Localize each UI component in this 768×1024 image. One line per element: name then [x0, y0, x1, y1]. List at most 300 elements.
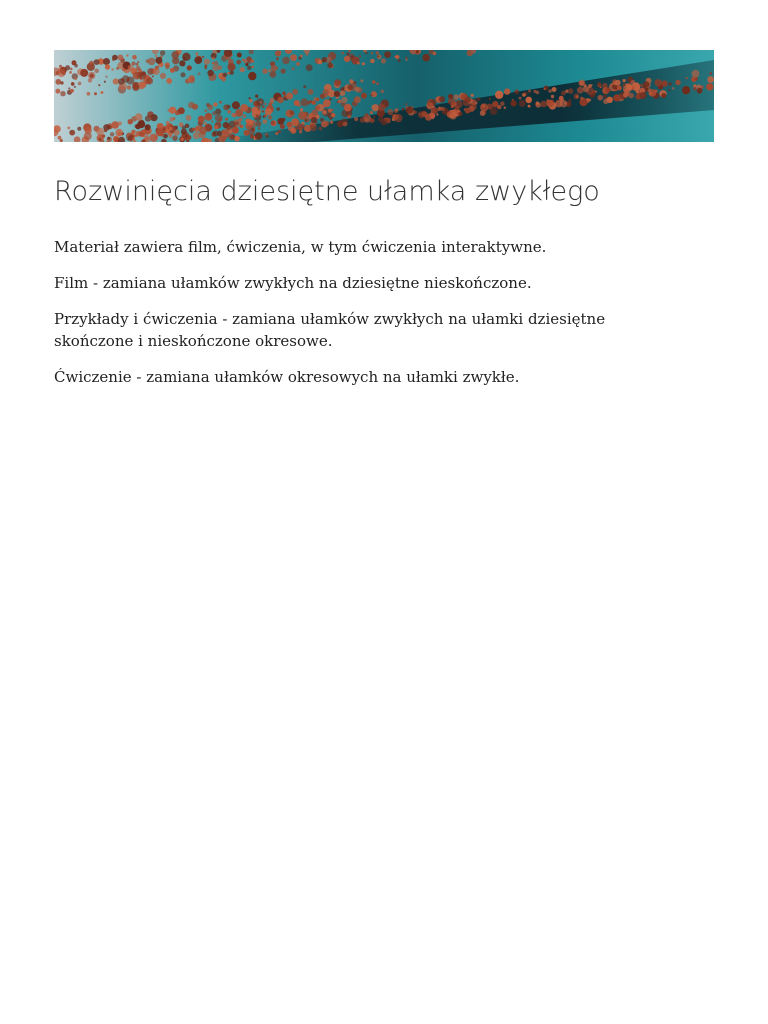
fractal-blob	[433, 52, 437, 56]
fractal-blob	[357, 62, 360, 65]
fractal-blob	[300, 55, 303, 58]
fractal-blob	[536, 101, 539, 104]
fractal-blob	[138, 71, 146, 79]
fractal-blob	[240, 125, 243, 128]
fractal-blob	[212, 64, 219, 71]
fractal-blob	[312, 100, 316, 104]
fractal-blob	[675, 80, 680, 85]
fractal-blob	[250, 135, 254, 139]
fractal-blob	[135, 134, 138, 137]
fractal-blob	[583, 86, 589, 92]
fractal-blob	[195, 130, 197, 132]
fractal-blob	[334, 91, 340, 97]
fractal-blob	[405, 57, 408, 60]
fractal-blob	[320, 94, 325, 99]
fractal-blob	[60, 81, 63, 84]
fractal-blob	[251, 66, 254, 69]
fractal-blob	[131, 61, 135, 65]
fractal-blob	[646, 88, 649, 91]
fractal-blob	[233, 114, 237, 118]
fractal-blob	[240, 67, 245, 72]
fractal-blob	[204, 59, 210, 65]
fractal-blob	[303, 85, 306, 88]
page-title: Rozwinięcia dziesiętne ułamka zwykłego	[54, 176, 600, 207]
fractal-blob	[69, 130, 75, 136]
fractal-blob	[74, 64, 78, 68]
fractal-blob	[310, 124, 317, 131]
fractal-blob	[525, 97, 532, 104]
fractal-blob	[102, 134, 106, 138]
fractal-blob	[693, 84, 696, 87]
fractal-blob	[60, 91, 65, 96]
fractal-blob	[131, 130, 135, 134]
fractal-blob	[55, 79, 61, 85]
fractal-blob	[251, 59, 254, 62]
fractal-blob	[603, 94, 607, 98]
fractal-blob	[252, 120, 255, 123]
fractal-blob	[377, 55, 379, 57]
fractal-blob	[213, 102, 217, 106]
fractal-blob	[187, 65, 192, 70]
fractal-blob	[372, 104, 379, 111]
fractal-blob	[372, 80, 375, 83]
fractal-blob	[65, 65, 70, 70]
fractal-blob	[149, 134, 157, 142]
fractal-blob	[57, 69, 65, 77]
fractal-blob	[219, 101, 222, 104]
fractal-blob	[312, 109, 319, 116]
fractal-blob	[511, 100, 517, 106]
fractal-blob	[682, 86, 690, 94]
fractal-blob	[223, 73, 228, 78]
fractal-blob	[319, 127, 323, 131]
fractal-blob	[381, 90, 385, 94]
fractal-blob	[560, 100, 567, 107]
fractal-blob	[199, 127, 207, 135]
fractal-blob	[406, 59, 408, 61]
fractal-blob	[544, 88, 546, 90]
fractal-blob	[101, 91, 104, 94]
fractal-blob	[265, 108, 272, 115]
fractal-blob	[640, 92, 647, 99]
fractal-blob	[360, 117, 366, 123]
fractal-blob	[686, 77, 688, 79]
document-body	[54, 236, 664, 388]
fractal-blob	[540, 101, 547, 108]
fractal-blob	[559, 96, 564, 101]
fractal-blob	[576, 95, 579, 98]
fractal-blob	[376, 82, 379, 85]
fractal-blob	[166, 121, 170, 125]
fractal-blob	[71, 82, 75, 86]
fractal-blob	[180, 72, 185, 77]
fractal-blob	[69, 71, 72, 74]
fractal-blob	[440, 107, 443, 110]
fractal-blob	[215, 114, 223, 122]
paragraph-examples: Przykłady i ćwiczenia - zamiana ułamków zwykłych na ułamki dziesiętne skończone i nieskończone okresowe.	[54, 310, 606, 351]
fractal-blob	[661, 80, 667, 86]
fractal-blob	[113, 78, 119, 84]
fractal-blob	[270, 98, 275, 103]
fractal-blob	[306, 64, 313, 71]
fractal-blob	[227, 105, 231, 109]
fractal-blob	[243, 59, 247, 63]
fractal-blob	[249, 99, 253, 103]
fractal-blob	[215, 109, 221, 115]
fractal-blob	[198, 57, 202, 61]
fractal-blob	[105, 64, 110, 69]
fractal-blob	[419, 113, 422, 116]
fractal-blob	[282, 57, 290, 65]
fractal-blob	[160, 50, 165, 55]
fractal-blob	[211, 121, 213, 123]
fractal-blob	[284, 95, 287, 98]
fractal-blob	[290, 111, 294, 115]
fractal-blob	[432, 107, 439, 114]
fractal-blob	[262, 110, 264, 112]
fractal-blob	[206, 103, 210, 107]
fractal-blob	[94, 92, 97, 95]
fractal-blob	[359, 55, 361, 57]
fractal-blob	[709, 72, 712, 75]
fractal-blob	[269, 103, 273, 107]
fractal-blob	[519, 100, 526, 107]
fractal-blob	[170, 68, 175, 73]
fractal-blob	[292, 89, 298, 95]
fractal-blob	[561, 93, 563, 95]
fractal-blob	[135, 124, 141, 130]
fractal-blob	[94, 59, 100, 65]
fractal-blob	[149, 117, 152, 120]
fractal-blob	[160, 73, 166, 79]
fractal-blob	[85, 127, 92, 134]
fractal-blob	[626, 84, 632, 90]
fractal-blob	[370, 111, 373, 114]
fractal-blob	[116, 67, 119, 70]
fractal-blob	[362, 62, 365, 65]
fractal-blob	[171, 51, 179, 59]
fractal-blob	[623, 92, 628, 97]
fractal-blob	[269, 71, 276, 78]
fractal-blob	[296, 62, 300, 66]
fractal-blob	[118, 78, 125, 85]
fractal-blob	[577, 87, 584, 94]
fractal-blob	[112, 58, 115, 61]
paragraph-film: Film - zamiana ułamków zwykłych na dziesiętne nieskończone.	[54, 274, 532, 293]
fractal-blob	[122, 68, 125, 71]
fractal-blob	[132, 84, 139, 91]
fractal-blob	[262, 105, 265, 108]
paragraph-exercise: Ćwiczenie - zamiana ułamków okresowych na ułamki zwykłe.	[54, 368, 520, 387]
fractal-blob	[152, 75, 154, 77]
fractal-blob	[528, 89, 531, 92]
fractal-blob	[309, 100, 312, 103]
fractal-blob	[692, 70, 700, 78]
fractal-blob	[212, 62, 215, 65]
fractal-blob	[227, 110, 231, 114]
fractal-blob	[613, 94, 620, 101]
fractal-blob	[210, 105, 212, 107]
fractal-blob	[282, 92, 286, 96]
fractal-blob	[551, 95, 554, 98]
fractal-blob	[595, 91, 597, 93]
fractal-blob	[251, 128, 254, 131]
fractal-blob	[173, 117, 176, 120]
fractal-blob	[94, 69, 99, 74]
fractal-blob	[268, 69, 271, 72]
fractal-blob	[514, 90, 519, 95]
fractal-blob	[668, 89, 670, 91]
fractal-blob	[240, 104, 248, 112]
fractal-blob	[504, 107, 506, 109]
fractal-blob	[519, 97, 522, 100]
fractal-blob	[179, 60, 185, 66]
fractal-blob	[256, 115, 259, 118]
fractal-blob	[324, 121, 329, 126]
fractal-blob	[461, 93, 469, 101]
fractal-blob	[568, 88, 574, 94]
fractal-blob	[223, 122, 229, 128]
fractal-blob	[271, 121, 275, 125]
fractal-blob	[340, 90, 346, 96]
fractal-blob	[127, 134, 130, 137]
fractal-blob	[371, 52, 373, 54]
fractal-blob	[302, 112, 307, 117]
fractal-blob	[305, 119, 308, 122]
fractal-blob	[105, 76, 107, 78]
fractal-blob	[137, 64, 139, 66]
fractal-blob	[299, 130, 302, 133]
fractal-blob	[275, 132, 278, 135]
fractal-blob	[354, 96, 361, 103]
fractal-blob	[77, 127, 81, 131]
fractal-blob	[661, 93, 666, 98]
fractal-blob	[311, 117, 318, 124]
fractal-blob	[165, 129, 170, 134]
fractal-blob	[355, 87, 360, 92]
fractal-blob	[178, 107, 185, 114]
fractal-blob	[78, 82, 82, 86]
fractal-blob	[212, 57, 215, 60]
fractal-blob	[331, 109, 333, 111]
fractal-blob	[322, 57, 328, 63]
fractal-blob	[384, 51, 391, 58]
fractal-blob	[467, 50, 473, 56]
fractal-blob	[118, 121, 122, 125]
fractal-blob	[277, 97, 284, 104]
fractal-blob	[204, 109, 207, 112]
fractal-blob	[180, 138, 184, 142]
fractal-blob	[165, 65, 169, 69]
fractal-blob	[234, 136, 240, 142]
fractal-blob	[294, 100, 300, 106]
fractal-blob	[607, 97, 613, 103]
fractal-blob	[323, 99, 331, 107]
fractal-blob	[707, 76, 714, 83]
fractal-blob	[322, 110, 327, 115]
fractal-blob	[697, 88, 703, 94]
fractal-blob	[300, 108, 303, 111]
fractal-blob	[327, 63, 333, 69]
fractal-blob	[495, 91, 503, 99]
fractal-blob	[127, 78, 130, 81]
fractal-blob	[492, 101, 498, 107]
fractal-blob	[155, 57, 162, 64]
fractal-blob	[104, 129, 107, 132]
fractal-blob	[260, 101, 263, 104]
fractal-blob	[598, 82, 601, 85]
fractal-blob	[198, 116, 205, 123]
fractal-blob	[237, 53, 242, 58]
fractal-blob	[617, 86, 622, 91]
fractal-blob	[256, 121, 262, 127]
fractal-blob	[230, 71, 234, 75]
fractal-blob	[422, 54, 430, 62]
fractal-blob	[490, 108, 497, 115]
fractal-blob	[615, 80, 621, 86]
fractal-blob	[127, 85, 132, 90]
fractal-blob	[87, 92, 91, 96]
fractal-blob	[395, 56, 397, 58]
fractal-blob	[341, 97, 347, 103]
fractal-blob	[245, 63, 248, 66]
fractal-blob	[381, 58, 386, 63]
fractal-blob	[338, 100, 342, 104]
fractal-blob	[477, 97, 481, 101]
fractal-blob	[115, 129, 123, 137]
fractal-blob	[110, 132, 114, 136]
fractal-blob	[222, 129, 230, 137]
fractal-blob	[387, 109, 393, 115]
fractal-banner-graphic	[54, 50, 714, 142]
fractal-blob	[55, 89, 60, 94]
fractal-blob	[341, 52, 344, 55]
fractal-blob	[203, 122, 207, 126]
fractal-blob	[448, 94, 453, 99]
fractal-blob	[148, 58, 156, 66]
fractal-blob	[436, 113, 438, 115]
fractal-blob	[329, 61, 331, 63]
fractal-blob	[232, 101, 240, 109]
fractal-blob	[287, 122, 293, 128]
fractal-blob	[580, 97, 583, 100]
fractal-blob	[220, 76, 223, 79]
fractal-blob	[258, 127, 260, 129]
fractal-blob	[248, 72, 256, 80]
fractal-blob	[370, 59, 375, 64]
fractal-blob	[186, 115, 192, 121]
fractal-blob	[104, 81, 106, 83]
fractal-blob	[536, 91, 540, 95]
fractal-blob	[75, 78, 77, 80]
fractal-blob	[58, 136, 62, 140]
fractal-blob	[475, 102, 478, 105]
fractal-blob	[449, 112, 457, 120]
fractal-blob	[552, 87, 557, 92]
fractal-blob	[166, 78, 172, 84]
fractal-blob	[90, 63, 92, 65]
fractal-blob	[429, 103, 433, 107]
fractal-blob	[126, 54, 128, 56]
fractal-blob	[315, 105, 320, 110]
fractal-blob	[242, 114, 246, 118]
fractal-blob	[346, 53, 349, 56]
fractal-blob	[597, 95, 603, 101]
fractal-blob	[131, 137, 133, 139]
fractal-blob	[330, 121, 333, 124]
fractal-blob	[344, 104, 352, 112]
fractal-blob	[504, 88, 510, 94]
fractal-blob	[588, 99, 591, 102]
fractal-blob	[192, 128, 195, 131]
fractal-blob	[183, 57, 186, 60]
fractal-blob	[643, 81, 649, 87]
fractal-blob	[668, 82, 671, 85]
fractal-blob	[145, 124, 151, 130]
fractal-blob	[192, 104, 198, 110]
fractal-blob	[628, 93, 634, 99]
fractal-blob	[569, 99, 572, 102]
fractal-blob	[528, 105, 530, 107]
fractal-blob	[354, 117, 358, 121]
fractal-blob	[308, 89, 314, 95]
fractal-blob	[578, 80, 585, 87]
fractal-banner-image	[54, 50, 714, 142]
fractal-blob	[480, 103, 488, 111]
fractal-blob	[204, 65, 207, 68]
fractal-blob	[277, 107, 280, 110]
fractal-blob	[406, 106, 414, 114]
fractal-blob	[264, 103, 266, 105]
fractal-blob	[202, 56, 204, 58]
fractal-blob	[228, 63, 236, 71]
fractal-blob	[276, 57, 279, 60]
fractal-blob	[292, 67, 295, 70]
fractal-blob	[287, 114, 289, 116]
fractal-blob	[132, 55, 137, 60]
fractal-blob	[196, 55, 198, 57]
fractal-blob	[334, 79, 341, 86]
fractal-blob	[214, 125, 218, 129]
fractal-blob	[672, 87, 675, 90]
fractal-blob	[90, 74, 94, 78]
fractal-blob	[337, 121, 344, 128]
fractal-blob	[500, 102, 504, 106]
fractal-blob	[268, 115, 272, 119]
fractal-blob	[458, 112, 462, 116]
fractal-blob	[156, 128, 164, 136]
fractal-blob	[706, 83, 713, 90]
fractal-blob	[80, 69, 88, 77]
fractal-blob	[275, 50, 281, 56]
fractal-blob	[373, 116, 375, 118]
fractal-blob	[371, 94, 373, 96]
fractal-blob	[139, 132, 144, 137]
fractal-blob	[155, 55, 158, 58]
fractal-blob	[394, 114, 402, 122]
fractal-blob	[402, 108, 405, 111]
fractal-blob	[465, 108, 471, 114]
fractal-blob	[235, 121, 239, 125]
fractal-blob	[398, 59, 401, 62]
fractal-blob	[343, 122, 348, 127]
fractal-blob	[330, 118, 332, 120]
fractal-blob	[439, 96, 445, 102]
fractal-blob	[198, 72, 201, 75]
fractal-blob	[361, 93, 367, 99]
fractal-blob	[395, 108, 398, 111]
fractal-blob	[255, 132, 263, 140]
